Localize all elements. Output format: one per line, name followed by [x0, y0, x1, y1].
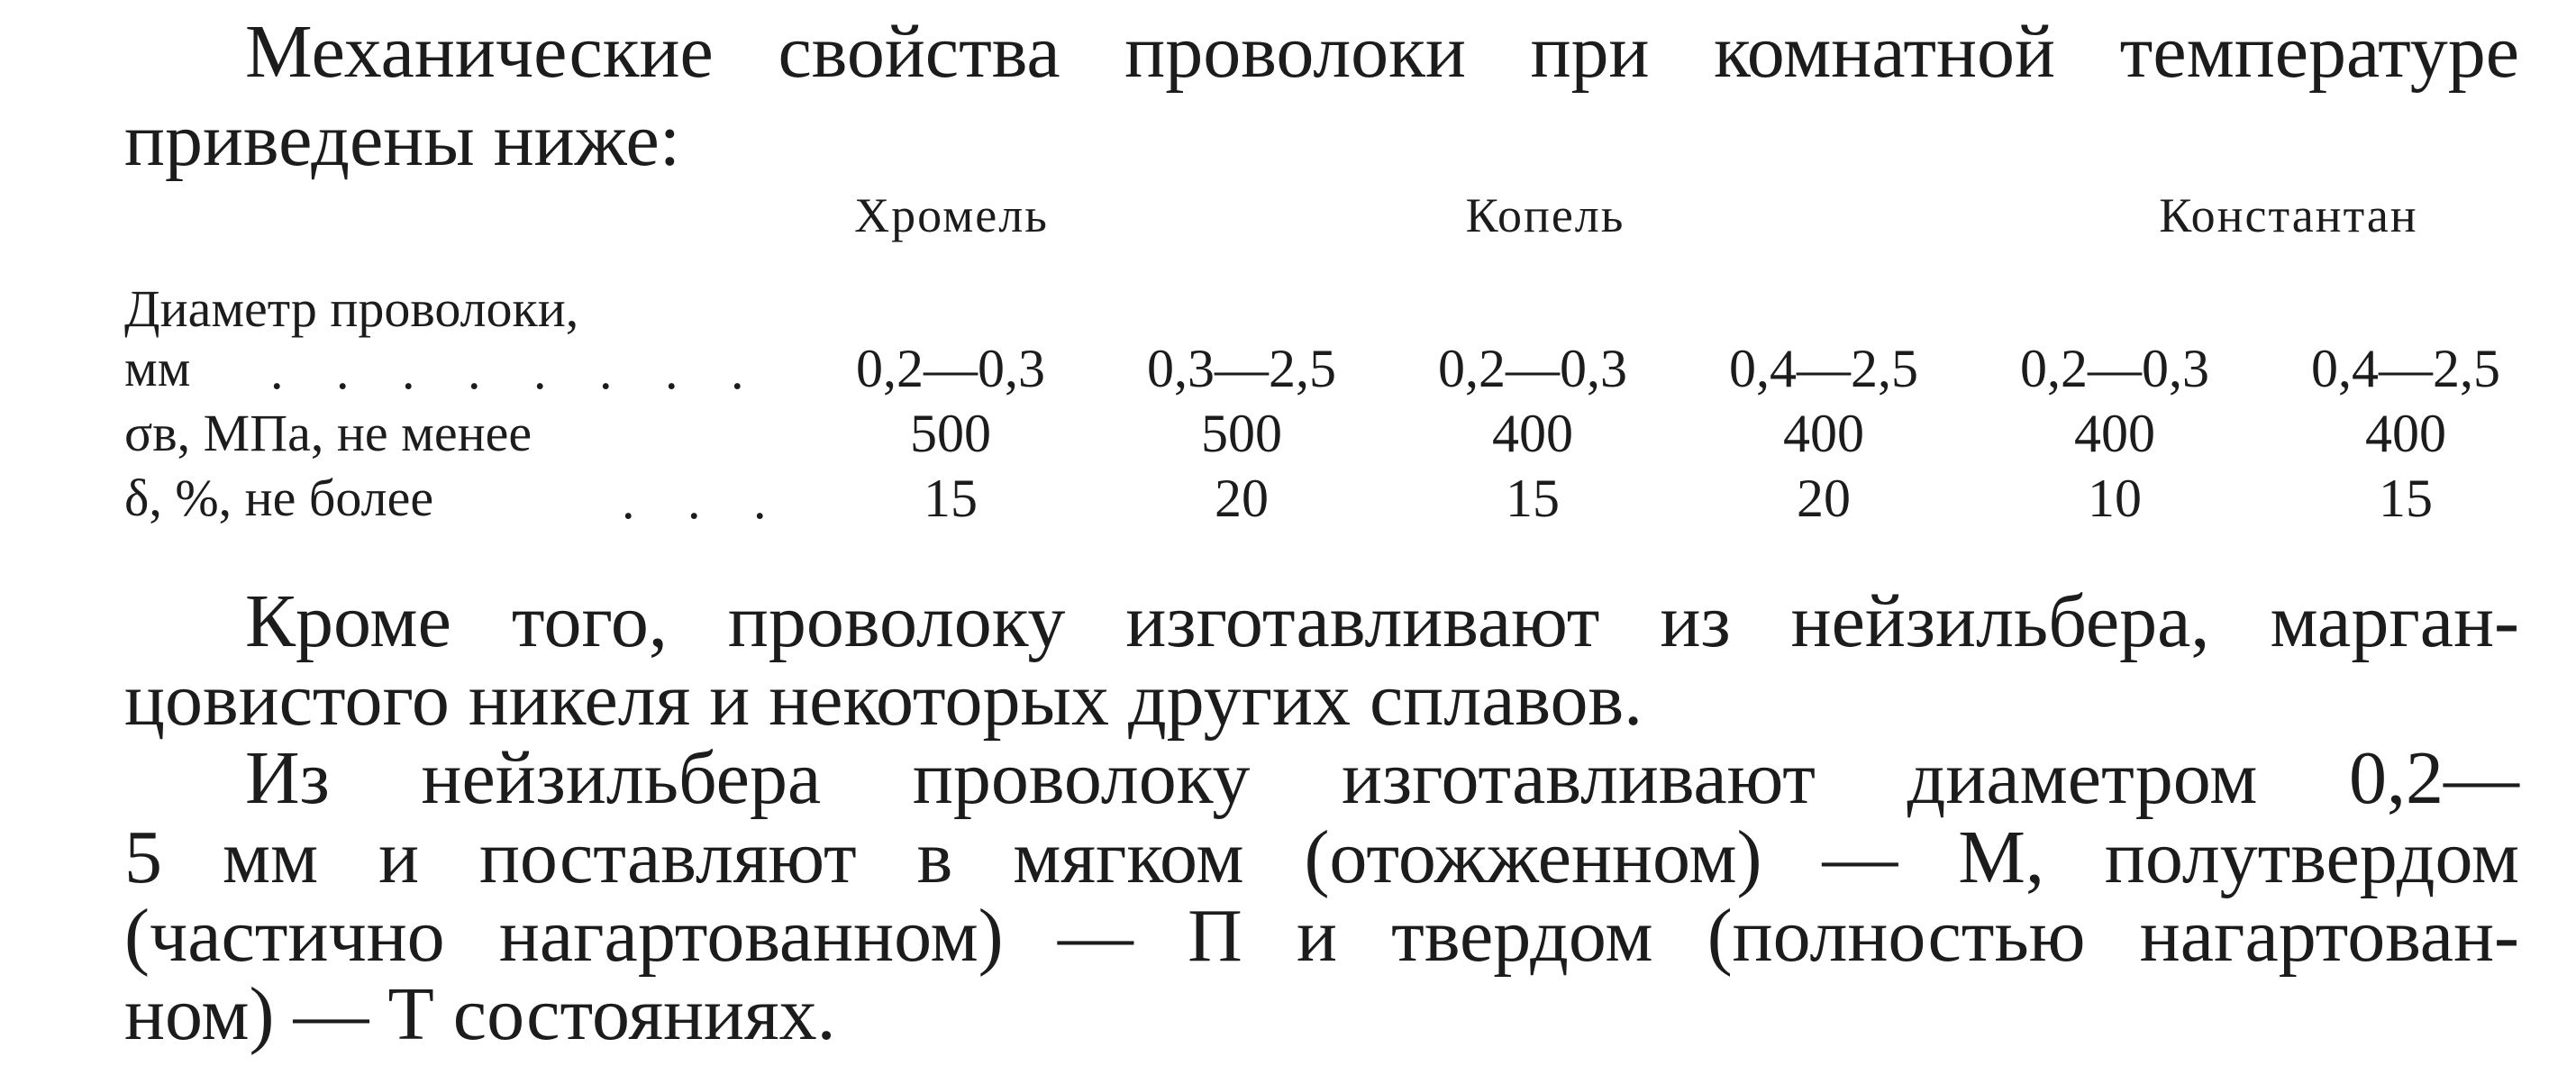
- cell-strength-3: 400: [1492, 404, 1573, 463]
- paragraph2-line-3: (частично нагартованном) — П и твердом (полностью нагартован-: [124, 894, 2519, 978]
- cell-strength-4: 400: [1783, 404, 1864, 463]
- row-label-diameter-line2: мм: [124, 339, 191, 397]
- cell-diameter-2: 0,3—2,5: [1147, 339, 1336, 398]
- intro-line-1: Механические свойства проволоки при комнатной температуре: [245, 10, 2519, 94]
- row-label-diameter-line1: Диаметр проволоки,: [124, 279, 579, 338]
- cell-diameter-1: 0,2—0,3: [856, 339, 1045, 398]
- cell-elongation-3: 15: [1506, 469, 1560, 528]
- leader-dots-diameter: . . . . . . . .: [270, 342, 764, 400]
- cell-diameter-6: 0,4—2,5: [2311, 339, 2500, 398]
- cell-elongation-1: 15: [924, 469, 978, 528]
- cell-strength-1: 500: [910, 404, 991, 463]
- cell-strength-6: 400: [2365, 404, 2446, 463]
- cell-diameter-5: 0,2—0,3: [2020, 339, 2209, 398]
- cell-diameter-3: 0,2—0,3: [1438, 339, 1627, 398]
- row-label-strength: σв, МПа, не менее: [124, 404, 532, 462]
- leader-dots-elongation: . . .: [622, 471, 787, 530]
- row-label-elongation: δ, %, не более: [124, 469, 434, 527]
- cell-diameter-4: 0,4—2,5: [1729, 339, 1918, 398]
- cell-elongation-6: 15: [2379, 469, 2433, 528]
- paragraph2-line-4: ном) — Т состояниях.: [124, 972, 836, 1056]
- paragraph1-line-1: Кроме того, проволоку изготавливают из нейзильбера, марган-: [245, 579, 2519, 663]
- paragraph2-line-2: 5 мм и поставляют в мягком (отожженном) — М, полутвердом: [124, 815, 2519, 899]
- cell-elongation-5: 10: [2088, 469, 2142, 528]
- cell-strength-2: 500: [1201, 404, 1282, 463]
- cell-elongation-2: 20: [1215, 469, 1269, 528]
- intro-line-2: приведены ниже:: [124, 98, 681, 182]
- cell-elongation-4: 20: [1797, 469, 1851, 528]
- paragraph1-line-2: цовистого никеля и некоторых других сплавов.: [124, 658, 1643, 742]
- column-header-kopel: Копель: [1465, 188, 1625, 242]
- column-header-constantan: Константан: [2159, 188, 2418, 242]
- paragraph2-line-1: Из нейзильбера проволоку изготавливают диаметром 0,2—: [245, 736, 2519, 820]
- cell-strength-5: 400: [2074, 404, 2155, 463]
- column-header-chromel: Хромель: [854, 188, 1049, 242]
